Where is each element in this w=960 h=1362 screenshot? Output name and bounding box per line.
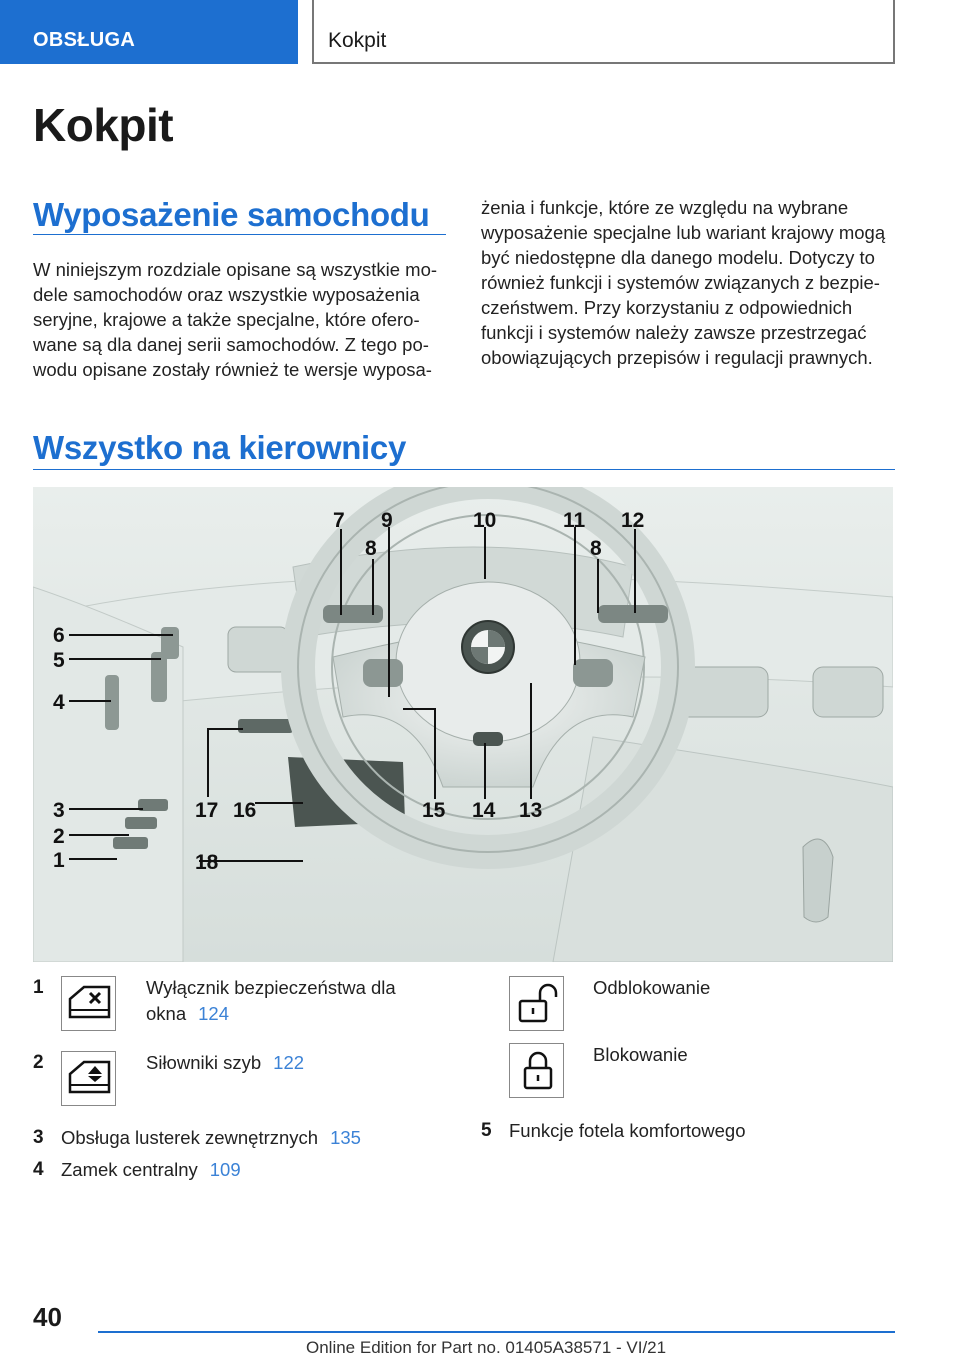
intro-paragraph-col2: żenia i funkcje, które ze względu na wybrane wyposażenie specjalne lub wariant krajowy mogą być niedostępne dla danego modelu. Dotyczy to również funkcji i systemów związanych z bezpie- czeństwem. Przy korzystaniu z odpowiednich funkcji i systemów należy zawsze przestrzegać obowiązujących przepisów i regulacji prawnych. [481, 197, 886, 368]
section-tab: OBSŁUGA [0, 0, 298, 64]
page-reference[interactable]: 122 [273, 1052, 305, 1073]
section-heading-steering: Wszystko na kierownicy [33, 429, 407, 466]
callout-5: 5 [53, 649, 65, 672]
legend-item-power-windows: Siłowniki szyb 122 [146, 1052, 305, 1073]
callout-2: 2 [53, 825, 65, 848]
page-reference[interactable]: 135 [330, 1127, 361, 1148]
legend-item-central-lock: Zamek centralny 109 [61, 1159, 241, 1180]
cockpit-illustration [33, 487, 893, 962]
power-window-icon [61, 1051, 116, 1106]
callout-18: 18 [195, 851, 219, 874]
callout-13: 13 [519, 799, 543, 822]
section-heading-equipment: Wyposażenie samochodu [33, 196, 430, 233]
window-safety-switch-icon [61, 976, 116, 1031]
callout-17: 17 [195, 799, 219, 822]
callout-12: 12 [621, 509, 645, 532]
chapter-tab: Kokpit [312, 0, 895, 64]
section-rule [33, 469, 895, 470]
page-number: 40 [33, 1302, 62, 1332]
legend-number: 3 [33, 1127, 44, 1148]
page-title: Kokpit [33, 99, 174, 151]
lock-icon [509, 1043, 564, 1098]
unlock-icon [509, 976, 564, 1031]
page-reference[interactable]: 109 [209, 1159, 241, 1180]
callout-15: 15 [422, 799, 446, 822]
legend-number: 2 [33, 1052, 44, 1073]
legend-item-comfort-seat: Funkcje fotela komfortowego [509, 1120, 746, 1141]
callout-8-left: 8 [365, 537, 377, 560]
legend-number: 4 [33, 1159, 44, 1180]
callout-6: 6 [53, 624, 65, 647]
legend-item-lock: Blokowanie [593, 1044, 688, 1065]
legend-number: 1 [33, 977, 44, 998]
legend-item-window-safety: Wyłącznik bezpieczeństwa dla okna 124 [146, 977, 396, 1024]
legend-item-mirrors: Obsługa lusterek zewnętrznych 135 [61, 1127, 361, 1148]
callout-3: 3 [53, 799, 65, 822]
callout-1: 1 [53, 849, 65, 872]
section-rule [33, 234, 446, 235]
legend-number: 5 [481, 1120, 492, 1141]
page-reference[interactable]: 124 [198, 1003, 229, 1024]
callout-7: 7 [333, 509, 345, 532]
callout-9: 9 [381, 509, 393, 532]
callout-8-right: 8 [590, 537, 602, 560]
callout-4: 4 [53, 691, 65, 714]
legend-item-unlock: Odblokowanie [593, 977, 711, 998]
footer-edition: Online Edition for Part no. 01405A38571 - VI/21 [306, 1338, 667, 1357]
footer-rule [98, 1331, 895, 1333]
callout-11: 11 [563, 509, 586, 532]
callout-14: 14 [472, 799, 496, 822]
intro-paragraph-col1: W niniejszym rozdziale opisane są wszystkie mo- dele samochodów oraz wszystkie wyposażenia seryjne, krajowe a także specjalne, które ofero- wane są dla danej serii samochodów. Z tego po- wodu opisane zostały również te wersje wyposa- [33, 259, 438, 380]
callout-16: 16 [233, 799, 257, 822]
callout-10: 10 [473, 509, 497, 532]
